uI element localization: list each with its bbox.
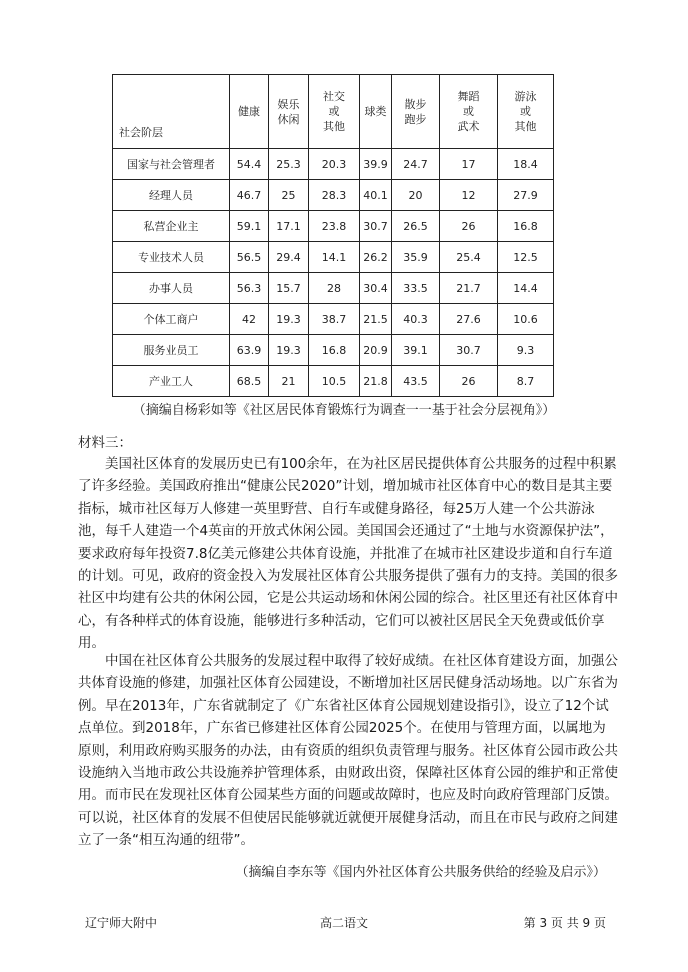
table-cell: 18.4: [498, 149, 554, 180]
column-header: 社交 或 其他: [309, 75, 360, 149]
table-cell: 46.7: [230, 180, 269, 211]
table-cell: 14.1: [309, 242, 360, 273]
paragraph-us: 美国社区体育的发展历史已有100余年，在为社区居民提供体育公共服务的过程中积累了许多经验。美国政府推出“健康公民2020”计划，增加城市社区体育中心的数目是其主要指标，城市社区每万人修建一英里野营、自行车或健身路径，每25万人建一个公共游泳池，每千人建造一个4英亩的开放式休闲公园。美国国会还通过了“土地与水资源保护法”，要求政府每年投资7.8亿美元修建公共体育设施，并批准了在城市社区建设步道和自行车道的计划。可见，政府的资金投入为发展社区体育公共服务提供了强有力的支持。美国的很多社区中均建有公共的休闲公园，它是公共运动场和休闲公园的综合。社区里还有社区体育中心，有各种样式的体育设施，能够进行多种活动，它们可以被社区居民全天免费或低价享用。: [78, 456, 618, 652]
table-cell: 29.4: [269, 242, 309, 273]
table-cell: 25.3: [269, 149, 309, 180]
survey-table-container: [112, 74, 554, 397]
footer-school: 辽宁师大附中: [85, 916, 158, 930]
footer-subject: 高二语文: [319, 916, 368, 930]
survey-table: [112, 74, 554, 397]
table-cell: 21: [269, 366, 309, 397]
column-header: 球类: [360, 75, 392, 149]
table-cell: 12: [440, 180, 498, 211]
table-cell: 33.5: [392, 273, 440, 304]
table-cell: 25.4: [440, 242, 498, 273]
table-cell: 14.4: [498, 273, 554, 304]
table-cell: 26: [440, 366, 498, 397]
table-row: [113, 211, 554, 242]
table-cell: 21.5: [360, 304, 392, 335]
table-cell: 35.9: [392, 242, 440, 273]
table-cell: 28.3: [309, 180, 360, 211]
table-cell: 19.3: [269, 304, 309, 335]
row-label: 服务业员工: [113, 335, 230, 366]
table-cell: 27.9: [498, 180, 554, 211]
table-cell: 16.8: [309, 335, 360, 366]
row-label: 产业工人: [113, 366, 230, 397]
table-cell: 20.9: [360, 335, 392, 366]
table-caption: （摘编自杨彩如等《社区居民体育锻炼行为调查一一基于社会分层视角》）: [132, 403, 556, 418]
table-cell: 26.2: [360, 242, 392, 273]
table-cell: 39.9: [360, 149, 392, 180]
table-cell: 42: [230, 304, 269, 335]
table-cell: 56.5: [230, 242, 269, 273]
table-cell: 39.1: [392, 335, 440, 366]
table-cell: 30.4: [360, 273, 392, 304]
table-cell: 12.5: [498, 242, 554, 273]
row-label: 办事人员: [113, 273, 230, 304]
table-row: [113, 304, 554, 335]
paragraph-china: 中国在社区体育公共服务的发展过程中取得了较好成绩。在社区体育建设方面，加强公共体育设施的修建，加强社区体育公园建设，不断增加社区居民健身活动场地。以广东省为例。早在2013年，广东省就制定了《广东省社区体育公园规划建设指引》，设立了12个试点单位。到2018年，广东省已修建社区体育公园2025个。在使用与管理方面，以属地为原则，利用政府购买服务的办法，由有资质的组织负责管理与服务。社区体育公园市政公共设施纳入当地市政公共设施养护管理体系，由财政出资，保障社区体育公园的维护和正常使用。而市民在发现社区体育公园某些方面的问题或故障时，也应及时向政府管理部门反馈。可以说，社区体育的发展不但使居民能够就近就便开展健身活动，而且在市民与政府之间建立了一条“相互沟通的纽带”。: [78, 653, 618, 849]
table-cell: 27.6: [440, 304, 498, 335]
table-cell: 19.3: [269, 335, 309, 366]
row-label: 专业技术人员: [113, 242, 230, 273]
table-cell: 40.3: [392, 304, 440, 335]
table-cell: 10.5: [309, 366, 360, 397]
table-row: [113, 366, 554, 397]
table-cell: 63.9: [230, 335, 269, 366]
column-header: 散步 跑步: [392, 75, 440, 149]
table-cell: 21.7: [440, 273, 498, 304]
table-cell: 21.8: [360, 366, 392, 397]
table-cell: 15.7: [269, 273, 309, 304]
material-heading: 材料三：: [78, 435, 132, 451]
table-cell: 56.3: [230, 273, 269, 304]
row-label: 经理人员: [113, 180, 230, 211]
source-citation: （摘编自李东等《国内外社区体育公共服务供给的经验及启示》）: [235, 865, 606, 880]
column-header: 游泳 或 其他: [498, 75, 554, 149]
table-cell: 17: [440, 149, 498, 180]
table-header-row: [113, 75, 554, 149]
table-cell: 8.7: [498, 366, 554, 397]
row-label: 国家与社会管理者: [113, 149, 230, 180]
footer-page-number: 第 3 页 共 9 页: [523, 916, 606, 930]
table-row: [113, 149, 554, 180]
table-row: [113, 180, 554, 211]
table-cell: 68.5: [230, 366, 269, 397]
table-body: [113, 149, 554, 397]
row-label: 个体工商户: [113, 304, 230, 335]
table-cell: 23.8: [309, 211, 360, 242]
table-cell: 26.5: [392, 211, 440, 242]
table-cell: 9.3: [498, 335, 554, 366]
table-cell: 43.5: [392, 366, 440, 397]
table-cell: 24.7: [392, 149, 440, 180]
table-row: [113, 335, 554, 366]
column-header: 健康: [230, 75, 269, 149]
table-cell: 16.8: [498, 211, 554, 242]
table-cell: 59.1: [230, 211, 269, 242]
row-label: 私营企业主: [113, 211, 230, 242]
table-row: [113, 273, 554, 304]
table-cell: 10.6: [498, 304, 554, 335]
table-cell: 30.7: [440, 335, 498, 366]
table-cell: 30.7: [360, 211, 392, 242]
table-cell: 40.1: [360, 180, 392, 211]
table-cell: 26: [440, 211, 498, 242]
table-cell: 17.1: [269, 211, 309, 242]
column-header: 娱乐 休闲: [269, 75, 309, 149]
corner-header: 社会阶层: [113, 75, 230, 149]
table-row: [113, 242, 554, 273]
table-cell: 54.4: [230, 149, 269, 180]
table-cell: 20.3: [309, 149, 360, 180]
column-header: 舞蹈 或 武术: [440, 75, 498, 149]
table-cell: 28: [309, 273, 360, 304]
table-cell: 20: [392, 180, 440, 211]
table-cell: 25: [269, 180, 309, 211]
table-cell: 38.7: [309, 304, 360, 335]
